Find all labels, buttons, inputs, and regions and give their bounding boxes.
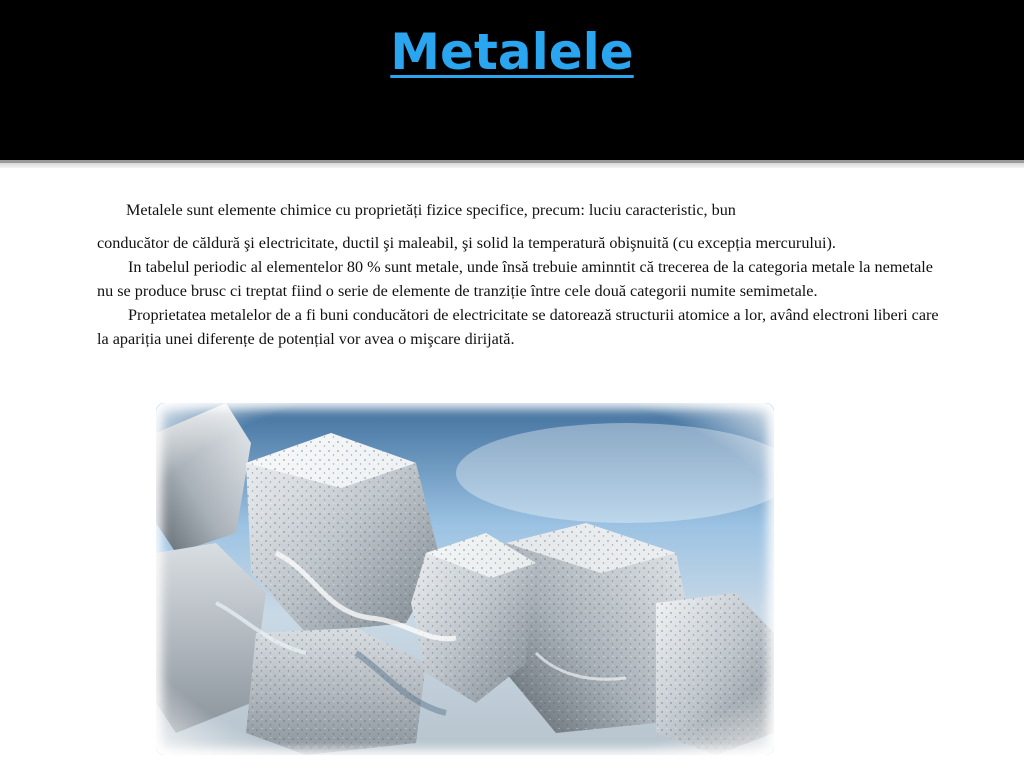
slide-title-text: Metalele (390, 23, 634, 81)
slide-title (0, 20, 1024, 84)
title-separator-shadow (0, 163, 1024, 168)
paragraph-1-continued (97, 231, 857, 255)
paragraph-1 (97, 198, 947, 222)
paragraph-3 (97, 303, 947, 351)
paragraph-2 (97, 255, 947, 303)
paragraph-1-rest: conducător de căldură şi electricitate, ductil şi maleabil, şi solid la temperatură obişnuită (cu excepția mercurului). (97, 234, 836, 252)
metal-crystals-photo (156, 403, 774, 755)
paragraph-3-text: Proprietatea metalelor de a fi buni conducători de electricitate se datorează structurii atomice a lor, având electroni liberi care la apariția unei diferențe de potențial vor avea o mişcare dirijată. (97, 306, 939, 348)
slide-body (97, 198, 947, 351)
paragraph-1-line-1: Metalele sunt elemente chimice cu proprietăți fizice specifice, precum: luciu caracteristic, bun (126, 201, 736, 219)
photo-frame (156, 403, 774, 755)
line-gap (97, 222, 947, 231)
paragraph-2-text: In tabelul periodic al elementelor 80 % sunt metale, unde însă trebuie aminntit că trecerea de la categoria metale la nemetale nu se produce brusc ci treptat fiind o serie de elemente de tranziție între cele două categorii numite semimetale. (97, 258, 933, 300)
